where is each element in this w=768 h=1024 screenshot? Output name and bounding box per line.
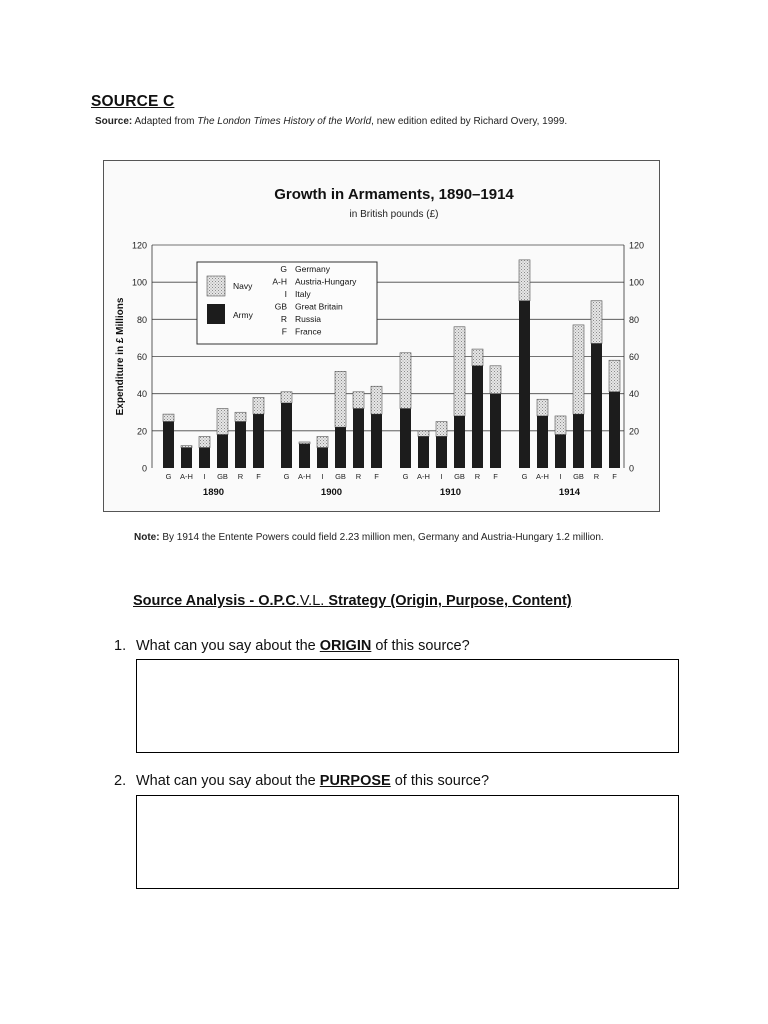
x-tick-label: G — [521, 472, 528, 481]
x-tick-label: F — [374, 472, 379, 481]
legend-label-army: Army — [233, 310, 253, 320]
bar-army-1890-A-H — [181, 448, 192, 468]
source-text-2: , new edition edited by Richard Overy, 1999. — [371, 116, 568, 127]
bar-navy-1900-A-H — [299, 442, 310, 444]
legend-code: I — [284, 289, 287, 299]
group-label-1914: 1914 — [558, 487, 581, 498]
legend-country: Russia — [295, 314, 321, 324]
bar-navy-1900-R — [353, 392, 364, 409]
group-label-1910: 1910 — [439, 487, 462, 498]
x-tick-label: R — [355, 472, 362, 481]
source-citation — [95, 116, 567, 127]
chart-frame — [103, 160, 660, 512]
legend-country: Great Britain — [295, 301, 343, 312]
x-tick-label: G — [165, 472, 172, 481]
x-tick-label: GB — [335, 472, 346, 481]
legend-swatch-army — [207, 304, 225, 324]
x-tick-label: GB — [573, 472, 584, 481]
source-book-title: The London Times History of the World — [197, 116, 372, 127]
note-label: Note: — [134, 532, 160, 543]
bar-navy-1890-I — [199, 436, 210, 447]
bar-navy-1914-R — [591, 301, 602, 344]
y-tick-label-left: 120 — [131, 240, 147, 251]
bar-army-1900-F — [371, 414, 382, 468]
question-number: 2. — [114, 773, 127, 789]
question-keyword: PURPOSE — [319, 773, 391, 789]
bar-army-1910-I — [436, 436, 447, 468]
bar-army-1910-GB — [454, 416, 465, 468]
legend-country: France — [295, 326, 322, 337]
chart-subtitle: in British pounds (£) — [349, 209, 439, 220]
bar-navy-1910-G — [400, 353, 411, 409]
bar-navy-1900-GB — [335, 371, 346, 427]
bar-navy-1900-I — [317, 436, 328, 447]
bar-navy-1910-I — [436, 422, 447, 437]
x-tick-label: R — [474, 472, 481, 481]
source-label: Source: — [95, 116, 133, 127]
y-tick-label-left: 40 — [136, 389, 147, 400]
y-axis-label: Expenditure in £ Millions — [115, 297, 126, 416]
bar-navy-1910-A-H — [418, 431, 429, 437]
bar-navy-1890-F — [253, 397, 264, 414]
bar-navy-1890-G — [163, 414, 174, 421]
x-tick-label: F — [493, 472, 498, 481]
bar-army-1900-GB — [335, 427, 346, 468]
x-tick-label: R — [593, 472, 600, 481]
bar-army-1914-R — [591, 343, 602, 468]
bar-army-1914-GB — [573, 414, 584, 468]
chart-title: Growth in Armaments, 1890–1914 — [274, 186, 514, 203]
y-tick-label-right: 100 — [629, 277, 645, 288]
legend-country: Austria-Hungary — [295, 276, 357, 287]
x-tick-label: I — [559, 472, 562, 481]
y-tick-label-right: 60 — [629, 352, 640, 362]
bar-army-1914-A-H — [537, 416, 548, 468]
x-tick-label: I — [203, 472, 206, 481]
group-label-1890: 1890 — [202, 487, 225, 498]
x-tick-label: GB — [217, 472, 228, 481]
analysis-acronym-rest: .V.L. — [295, 593, 329, 609]
bar-navy-1910-GB — [454, 327, 465, 416]
y-tick-label-left: 20 — [136, 426, 147, 437]
bar-navy-1914-A-H — [537, 399, 548, 416]
bar-army-1900-G — [281, 403, 292, 468]
x-tick-label: I — [321, 472, 324, 481]
answer-box-origin[interactable] — [136, 659, 679, 753]
answer-box-purpose[interactable] — [136, 795, 679, 889]
legend-box — [197, 262, 377, 344]
bar-navy-1900-G — [281, 392, 292, 403]
source-text-1: Adapted from — [134, 116, 198, 127]
question-origin — [114, 638, 470, 654]
source-heading: SOURCE C — [91, 93, 175, 110]
y-tick-label-right: 40 — [629, 389, 640, 400]
bar-army-1914-F — [609, 392, 620, 468]
question-text-before: What can you say about the — [136, 773, 320, 789]
analysis-acronym-bold: O.P.C — [258, 593, 296, 609]
bar-army-1914-G — [519, 301, 530, 468]
bar-navy-1910-F — [490, 366, 501, 394]
bar-navy-1890-A-H — [181, 446, 192, 448]
bar-army-1890-G — [163, 422, 174, 468]
bar-navy-1890-R — [235, 412, 246, 421]
legend-code: R — [280, 314, 287, 324]
note-text: By 1914 the Entente Powers could field 2.23 million men, Germany and Austria-Hungary 1.2 million. — [162, 532, 604, 543]
x-tick-label: A-H — [298, 472, 311, 481]
bar-army-1900-A-H — [299, 444, 310, 468]
bar-navy-1914-GB — [573, 325, 584, 414]
x-tick-label: G — [402, 472, 409, 481]
x-tick-label: A-H — [417, 472, 430, 481]
legend-code: G — [280, 264, 287, 274]
legend-code: A-H — [272, 276, 287, 287]
bar-army-1914-I — [555, 435, 566, 468]
x-tick-label: G — [283, 472, 290, 481]
bar-army-1910-F — [490, 394, 501, 468]
x-tick-label: A-H — [180, 472, 193, 481]
legend-code: GB — [274, 301, 287, 312]
bar-army-1890-I — [199, 448, 210, 468]
bar-army-1910-R — [472, 366, 483, 468]
x-tick-label: F — [612, 472, 617, 481]
analysis-strategy: Strategy (Origin, Purpose, Content) — [328, 593, 572, 609]
y-tick-label-left: 100 — [131, 277, 147, 288]
y-tick-label-right: 80 — [629, 314, 640, 325]
bar-army-1900-R — [353, 409, 364, 468]
analysis-heading — [133, 593, 572, 609]
legend-code: F — [281, 326, 287, 337]
bar-navy-1914-F — [609, 360, 620, 392]
bar-navy-1900-F — [371, 386, 382, 414]
x-tick-label: R — [237, 472, 244, 481]
x-tick-label: F — [256, 472, 261, 481]
y-tick-label-right: 20 — [629, 426, 640, 437]
analysis-prefix: Source Analysis - — [133, 593, 259, 609]
question-text-after: of this source? — [371, 638, 470, 654]
legend-swatch-navy — [207, 276, 225, 296]
y-tick-label-left: 80 — [136, 314, 147, 325]
y-tick-label-right: 0 — [629, 463, 635, 474]
question-number: 1. — [114, 638, 127, 654]
legend-country: Italy — [295, 289, 311, 299]
legend-country: Germany — [295, 264, 330, 274]
legend-label-navy: Navy — [233, 281, 253, 291]
bar-army-1890-GB — [217, 435, 228, 468]
armaments-chart — [104, 161, 659, 511]
bar-army-1910-A-H — [418, 436, 429, 468]
bar-navy-1914-G — [519, 260, 530, 301]
x-tick-label: GB — [454, 472, 465, 481]
y-tick-label-left: 0 — [141, 463, 147, 474]
x-tick-label: A-H — [536, 472, 549, 481]
bar-army-1890-R — [235, 422, 246, 468]
y-tick-label-right: 120 — [629, 240, 645, 251]
question-text-after: of this source? — [390, 773, 490, 789]
question-purpose — [114, 773, 489, 789]
bar-army-1900-I — [317, 448, 328, 468]
bar-army-1890-F — [253, 414, 264, 468]
x-tick-label: I — [440, 472, 443, 481]
group-label-1900: 1900 — [320, 487, 343, 498]
question-keyword: ORIGIN — [319, 638, 372, 654]
chart-note — [134, 532, 604, 543]
y-tick-label-left: 60 — [136, 352, 147, 362]
bar-navy-1914-I — [555, 416, 566, 435]
bar-navy-1890-GB — [217, 409, 228, 435]
bar-army-1910-G — [400, 409, 411, 468]
question-text-before: What can you say about the — [136, 638, 320, 654]
bar-navy-1910-R — [472, 349, 483, 366]
